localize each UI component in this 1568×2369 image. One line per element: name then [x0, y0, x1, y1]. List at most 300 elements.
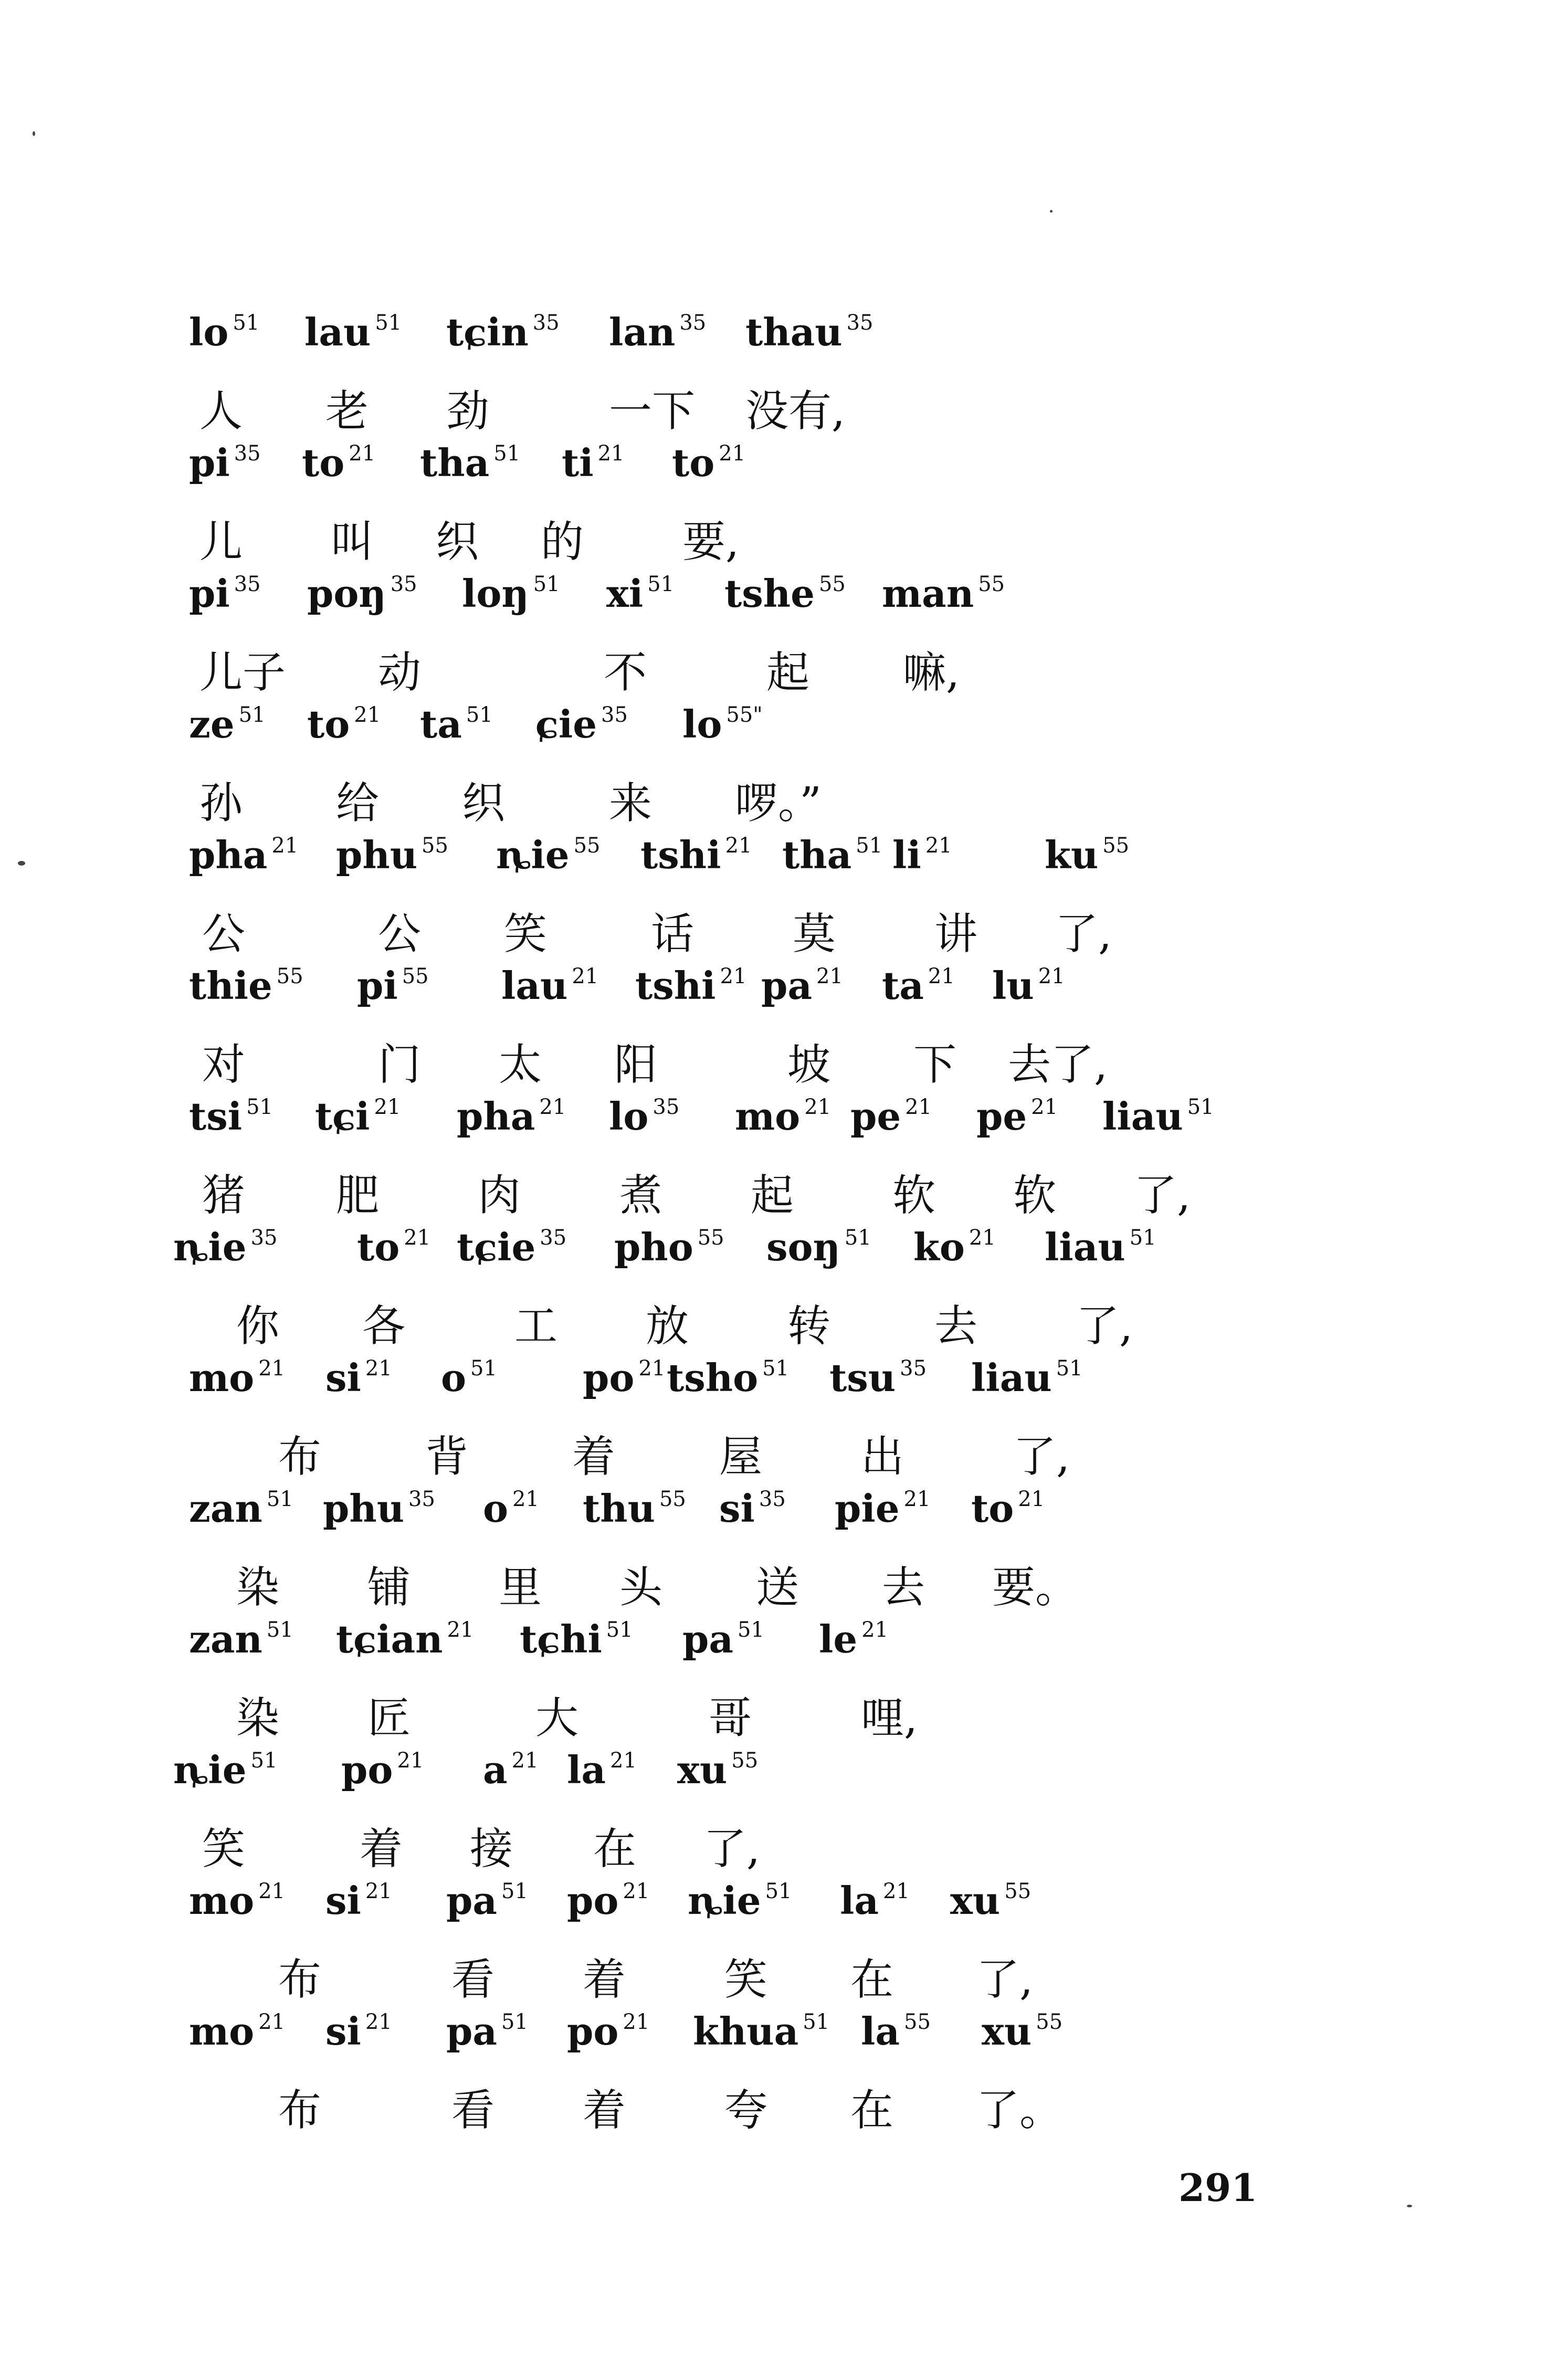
tone-number: 21 — [404, 1226, 431, 1250]
chinese-gloss-word: 起 — [751, 1171, 794, 1220]
chinese-gloss-word: 铺 — [367, 1563, 411, 1613]
tone-number: 21 — [354, 703, 381, 727]
syllable-text: pha — [189, 833, 268, 877]
syllable-text: lo — [682, 702, 722, 746]
chinese-gloss-word: 公 — [202, 909, 246, 959]
tone-number: 21 — [638, 1356, 666, 1381]
romanized-syllable — [501, 963, 598, 1008]
romanized-syllable — [861, 2009, 931, 2054]
syllable-text: to — [672, 440, 715, 485]
tone-number: 21 — [597, 441, 625, 466]
chinese-gloss-word: 老 — [325, 386, 369, 436]
tone-number: 35 — [532, 311, 560, 335]
tone-number: 55 — [659, 1487, 686, 1511]
chinese-gloss-word: 看 — [451, 2086, 495, 2135]
chinese-gloss-word: 劲 — [446, 386, 490, 436]
romanized-syllable — [189, 1878, 285, 1923]
tone-number: 51 — [738, 1618, 764, 1642]
romanized-syllable — [189, 1355, 285, 1400]
romanized-syllable — [567, 2009, 649, 2054]
tone-number: 35 — [759, 1487, 786, 1511]
tone-number: 21 — [719, 441, 746, 466]
syllable-text: phu — [323, 1486, 405, 1531]
chinese-gloss-word: 着 — [583, 1955, 626, 2005]
chinese-gloss-word: 了, — [1134, 1171, 1191, 1220]
tone-number: 51 — [375, 311, 402, 335]
tone-number: 51 — [266, 1618, 293, 1642]
syllable-text: xu — [677, 1747, 728, 1792]
tone-number: 55 — [978, 572, 1005, 596]
chinese-gloss-word: 讲 — [934, 909, 978, 959]
chinese-gloss-word: 着 — [360, 1824, 403, 1874]
romanized-syllable — [672, 440, 745, 485]
romanized-syllable — [457, 1225, 566, 1269]
syllable-text: ta — [882, 963, 924, 1008]
syllable-text: pi — [357, 963, 398, 1008]
syllable-text: man — [882, 571, 974, 616]
syllable-text: po — [567, 2009, 619, 2054]
tone-number: 51 — [470, 1356, 497, 1381]
chinese-gloss-word: 背 — [425, 1432, 469, 1482]
tone-number: 35 — [653, 1095, 680, 1119]
tone-number: 21 — [397, 1749, 424, 1773]
romanized-syllable — [892, 833, 952, 877]
romanized-syllable — [304, 310, 402, 354]
tone-number: 21 — [905, 1095, 932, 1119]
tone-number: 21 — [512, 1487, 539, 1511]
tone-number: 51 — [238, 703, 266, 727]
chinese-gloss-word: 肉 — [478, 1171, 521, 1220]
chinese-gloss-word: 织 — [462, 778, 506, 828]
chinese-gloss-word: 坡 — [787, 1040, 831, 1090]
tone-number: 55 — [818, 572, 846, 596]
chinese-gloss-word: 屋 — [719, 1432, 763, 1482]
romanized-syllable — [850, 1094, 932, 1139]
tone-number: 51 — [765, 1879, 792, 1903]
tone-number: 21 — [928, 964, 955, 988]
syllable-text: tɕie — [457, 1225, 536, 1269]
tone-number: 51 — [246, 1095, 273, 1119]
romanized-syllable — [173, 1747, 277, 1792]
chinese-gloss-word: 莫 — [793, 909, 836, 959]
romanized-syllable — [982, 2009, 1062, 2054]
tone-number: 51 — [266, 1487, 293, 1511]
tone-number: 21 — [271, 834, 299, 858]
chinese-gloss-word: 里 — [499, 1563, 542, 1613]
romanized-syllable — [189, 833, 298, 877]
syllable-text: to — [971, 1486, 1014, 1531]
chinese-gloss-word: 夸 — [724, 2086, 768, 2135]
syllable-text: thie — [189, 963, 272, 1008]
romanized-syllable — [950, 1878, 1031, 1923]
romanized-syllable — [496, 833, 600, 877]
tone-number: 55 — [1004, 1879, 1032, 1903]
chinese-gloss-word: 哥 — [709, 1693, 752, 1743]
romanized-syllable — [971, 1355, 1083, 1400]
scan-speck — [1407, 2205, 1412, 2207]
romanized-syllable — [1045, 1225, 1156, 1269]
romanized-syllable — [688, 1878, 792, 1923]
romanized-syllable — [446, 310, 560, 354]
romanized-syllable — [189, 963, 303, 1008]
syllable-text: ȵie — [173, 1747, 247, 1792]
romanized-syllable — [562, 440, 625, 485]
syllable-text: la — [567, 1747, 606, 1792]
tone-number: 21 — [720, 964, 747, 988]
syllable-text: liau — [1102, 1094, 1183, 1139]
syllable-text: tsho — [667, 1355, 759, 1400]
chinese-gloss-word: 儿子 — [199, 648, 286, 698]
syllable-text: tshi — [640, 833, 721, 877]
chinese-gloss-word: 工 — [514, 1301, 558, 1351]
syllable-text: la — [840, 1878, 879, 1923]
syllable-text: pe — [850, 1094, 901, 1139]
syllable-text: po — [567, 1878, 619, 1923]
romanized-syllable — [1102, 1094, 1214, 1139]
syllable-text: le — [819, 1617, 858, 1661]
chinese-gloss-word: 去 — [934, 1301, 978, 1351]
romanized-syllable — [336, 1617, 473, 1661]
chinese-gloss-word: 给 — [336, 778, 380, 828]
chinese-gloss-word: 在 — [593, 1824, 637, 1874]
chinese-gloss-word: 煮 — [619, 1171, 663, 1220]
syllable-text: tshi — [635, 963, 716, 1008]
chinese-gloss-word: 公 — [378, 909, 422, 959]
chinese-gloss-word: 一下 — [609, 386, 696, 436]
chinese-gloss-word: 了, — [703, 1824, 761, 1874]
tone-number: 21 — [374, 1095, 401, 1119]
tone-number: 35 — [846, 311, 874, 335]
tone-number: 21 — [365, 1356, 392, 1381]
tone-number: 35 — [601, 703, 628, 727]
chinese-gloss-word: 去了, — [1008, 1040, 1108, 1090]
tone-number: 55 — [573, 834, 601, 858]
chinese-gloss-word: 染 — [236, 1563, 280, 1613]
syllable-text: tɕi — [315, 1094, 370, 1139]
romanized-syllable — [483, 1486, 539, 1531]
chinese-gloss-word: 放 — [646, 1301, 689, 1351]
syllable-text: ɕie — [535, 702, 597, 746]
romanized-syllable — [189, 2009, 285, 2054]
chinese-gloss-word: 话 — [651, 909, 694, 959]
chinese-gloss-word: 软 — [892, 1171, 936, 1220]
chinese-gloss-word: 大 — [535, 1693, 579, 1743]
syllable-text: ku — [1045, 833, 1099, 877]
chinese-gloss-word: 各 — [362, 1301, 406, 1351]
tone-number: 21 — [1018, 1487, 1045, 1511]
syllable-text: ko — [913, 1225, 965, 1269]
syllable-text: to — [307, 702, 350, 746]
romanized-syllable — [457, 1094, 566, 1139]
syllable-text: thau — [745, 310, 843, 354]
chinese-gloss-word: 匠 — [367, 1693, 411, 1743]
tone-number: 51 — [533, 572, 560, 596]
syllable-text: si — [719, 1486, 755, 1531]
syllable-text: ȵie — [496, 833, 570, 877]
romanized-syllable — [583, 1355, 665, 1400]
syllable-text: po — [583, 1355, 635, 1400]
romanized-syllable — [882, 963, 955, 1008]
tone-number: 21 — [816, 964, 843, 988]
tone-number: 51 — [501, 1879, 528, 1903]
tone-number: 55 — [1036, 2010, 1063, 2034]
tone-number: 55" — [726, 703, 763, 727]
syllable-text: pi — [189, 440, 230, 485]
chinese-gloss-word: 没有, — [745, 386, 846, 436]
chinese-gloss-word: 布 — [278, 1955, 322, 2005]
romanized-syllable — [189, 1486, 293, 1531]
romanized-syllable — [462, 571, 560, 616]
tone-number: 21 — [861, 1618, 889, 1642]
romanized-syllable — [693, 2009, 829, 2054]
chinese-gloss-word: 笑 — [504, 909, 548, 959]
tone-number: 21 — [883, 1879, 910, 1903]
syllable-text: lo — [609, 1094, 649, 1139]
romanized-syllable — [609, 1094, 679, 1139]
chinese-gloss-word: 下 — [913, 1040, 957, 1090]
tone-number: 35 — [900, 1356, 927, 1381]
chinese-gloss-word: 软 — [1013, 1171, 1057, 1220]
syllable-text: mo — [189, 1355, 255, 1400]
syllable-text: pi — [189, 571, 230, 616]
chinese-gloss-word: 布 — [278, 2086, 322, 2135]
romanized-syllable — [724, 571, 846, 616]
tone-number: 21 — [258, 1356, 286, 1381]
syllable-text: la — [861, 2009, 900, 2054]
syllable-text: tɕian — [336, 1617, 443, 1661]
romanized-syllable — [336, 833, 448, 877]
chinese-gloss-word: 布 — [278, 1432, 322, 1482]
tone-number: 35 — [250, 1226, 278, 1250]
syllable-text: ze — [189, 702, 235, 746]
chinese-gloss-word: 不 — [604, 648, 647, 698]
tone-number: 55 — [731, 1749, 759, 1773]
tone-number: 21 — [969, 1226, 996, 1250]
syllable-text: lo — [189, 310, 229, 354]
syllable-text: ta — [420, 702, 462, 746]
syllable-text: zan — [189, 1486, 262, 1531]
chinese-gloss-word: 织 — [436, 517, 479, 567]
romanized-syllable — [302, 440, 375, 485]
romanized-syllable — [667, 1355, 789, 1400]
romanized-syllable — [357, 1225, 430, 1269]
romanized-syllable — [719, 1486, 786, 1531]
tone-number: 21 — [539, 1095, 566, 1119]
syllable-text: xi — [606, 571, 644, 616]
chinese-gloss-word: 转 — [787, 1301, 831, 1351]
syllable-text: lau — [501, 963, 568, 1008]
chinese-gloss-word: 去 — [882, 1563, 925, 1613]
tone-number: 51 — [803, 2010, 830, 2034]
romanized-syllable — [835, 1486, 930, 1531]
syllable-text: ti — [562, 440, 594, 485]
chinese-gloss-word: 了。 — [976, 2086, 1063, 2135]
chinese-gloss-word: 对 — [202, 1040, 246, 1090]
syllable-text: pho — [614, 1225, 693, 1269]
tone-number: 55 — [697, 1226, 724, 1250]
syllable-text: mo — [735, 1094, 801, 1139]
romanized-syllable — [189, 310, 259, 354]
romanized-syllable — [682, 702, 763, 746]
tone-number: 35 — [234, 441, 261, 466]
syllable-text: pa — [446, 2009, 497, 2054]
syllable-text: si — [325, 1355, 361, 1400]
syllable-text: soŋ — [766, 1225, 840, 1269]
romanized-syllable — [829, 1355, 927, 1400]
tone-number: 51 — [466, 703, 493, 727]
chinese-gloss-word: 起 — [766, 648, 810, 698]
tone-number: 21 — [447, 1618, 474, 1642]
syllable-text: tha — [420, 440, 490, 485]
syllable-text: o — [483, 1486, 509, 1531]
scan-speck — [33, 131, 35, 136]
tone-number: 35 — [408, 1487, 435, 1511]
syllable-text: pha — [457, 1094, 535, 1139]
romanized-syllable — [520, 1617, 633, 1661]
syllable-text: ȵie — [688, 1878, 761, 1923]
syllable-text: lu — [992, 963, 1034, 1008]
romanized-syllable — [441, 1355, 497, 1400]
romanized-syllable — [882, 571, 1005, 616]
romanized-syllable — [189, 440, 261, 485]
syllable-text: xu — [982, 2009, 1032, 2054]
romanized-syllable — [189, 1617, 293, 1661]
romanized-syllable — [307, 571, 417, 616]
chinese-gloss-word: 动 — [378, 648, 422, 698]
chinese-gloss-word: 笑 — [202, 1824, 246, 1874]
tone-number: 21 — [1031, 1095, 1058, 1119]
syllable-text: a — [483, 1747, 508, 1792]
chinese-gloss-word: 了, — [976, 1955, 1034, 2005]
romanized-syllable — [583, 1486, 686, 1531]
romanized-syllable — [325, 1878, 392, 1923]
tone-number: 35 — [390, 572, 417, 596]
syllable-text: tha — [782, 833, 852, 877]
syllable-text: thu — [583, 1486, 655, 1531]
tone-number: 21 — [1038, 964, 1065, 988]
tone-number: 51 — [844, 1226, 871, 1250]
tone-number: 35 — [234, 572, 261, 596]
romanized-syllable — [761, 963, 843, 1008]
tone-number: 21 — [623, 2010, 650, 2034]
syllable-text: pa — [446, 1878, 497, 1923]
tone-number: 21 — [623, 1879, 650, 1903]
scan-speck — [18, 861, 25, 866]
syllable-text: tshe — [724, 571, 815, 616]
romanized-syllable — [677, 1747, 758, 1792]
romanized-syllable — [840, 1878, 910, 1923]
romanized-syllable — [745, 310, 874, 354]
romanized-syllable — [635, 963, 746, 1008]
tone-number: 55 — [904, 2010, 931, 2034]
romanized-syllable — [189, 571, 261, 616]
tone-number: 21 — [365, 2010, 392, 2034]
romanized-syllable — [420, 702, 493, 746]
chinese-gloss-word: 孙 — [199, 778, 243, 828]
tone-number: 21 — [804, 1095, 832, 1119]
tone-number: 51 — [493, 441, 521, 466]
tone-number: 21 — [349, 441, 376, 466]
syllable-text: tɕin — [446, 310, 529, 354]
romanized-syllable — [483, 1747, 539, 1792]
syllable-text: to — [357, 1225, 400, 1269]
romanized-syllable — [682, 1617, 764, 1661]
chinese-gloss-word: 肥 — [336, 1171, 380, 1220]
romanized-syllable — [189, 1094, 273, 1139]
tone-number: 51 — [1056, 1356, 1083, 1381]
romanized-syllable — [323, 1486, 435, 1531]
romanized-syllable — [614, 1225, 724, 1269]
syllable-text: mo — [189, 1878, 255, 1923]
tone-number: 35 — [540, 1226, 567, 1250]
syllable-text: khua — [693, 2009, 799, 2054]
romanized-syllable — [567, 1747, 637, 1792]
chinese-gloss-word: 在 — [850, 2086, 894, 2135]
syllable-text: pie — [835, 1486, 900, 1531]
tone-number: 21 — [258, 2010, 286, 2034]
tone-number: 51 — [1129, 1226, 1156, 1250]
syllable-text: ȵie — [173, 1225, 247, 1269]
tone-number: 55 — [422, 834, 448, 858]
syllable-text: poŋ — [307, 571, 386, 616]
chinese-gloss-word: 了, — [1055, 909, 1112, 959]
chinese-gloss-word: 要。 — [992, 1563, 1079, 1613]
chinese-gloss-word: 染 — [236, 1693, 280, 1743]
tone-number: 51 — [647, 572, 675, 596]
chinese-gloss-word: 要, — [682, 517, 740, 567]
syllable-text: pe — [976, 1094, 1027, 1139]
romanized-syllable — [735, 1094, 831, 1139]
romanized-syllable — [567, 1878, 649, 1923]
romanized-syllable — [446, 1878, 528, 1923]
chinese-gloss-word: 啰。” — [735, 778, 822, 828]
tone-number: 51 — [501, 2010, 528, 2034]
tone-number: 51 — [233, 311, 260, 335]
romanized-syllable — [1045, 833, 1129, 877]
tone-number: 21 — [725, 834, 752, 858]
tone-number: 51 — [762, 1356, 790, 1381]
tone-number: 21 — [572, 964, 599, 988]
chinese-gloss-word: 在 — [850, 1955, 894, 2005]
romanized-syllable — [420, 440, 520, 485]
syllable-text: pa — [761, 963, 812, 1008]
page-number: 291 — [1178, 2165, 1258, 2210]
tone-number: 21 — [903, 1487, 931, 1511]
tone-number: 55 — [1102, 834, 1130, 858]
syllable-text: si — [325, 1878, 361, 1923]
romanized-syllable — [992, 963, 1065, 1008]
chinese-gloss-word: 的 — [541, 517, 584, 567]
tone-number: 21 — [610, 1749, 637, 1773]
tone-number: 51 — [250, 1749, 278, 1773]
chinese-gloss-word: 哩, — [861, 1693, 918, 1743]
chinese-gloss-word: 阳 — [614, 1040, 658, 1090]
romanized-syllable — [609, 310, 706, 354]
syllable-text: to — [302, 440, 345, 485]
syllable-text: tsi — [189, 1094, 243, 1139]
syllable-text: zan — [189, 1617, 262, 1661]
syllable-text: liau — [971, 1355, 1052, 1400]
romanized-syllable — [315, 1094, 401, 1139]
tone-number: 51 — [606, 1618, 633, 1642]
tone-number: 21 — [365, 1879, 392, 1903]
romanized-syllable — [913, 1225, 996, 1269]
chinese-gloss-word: 太 — [499, 1040, 542, 1090]
romanized-syllable — [341, 1747, 424, 1792]
tone-number: 55 — [276, 964, 303, 988]
romanized-syllable — [307, 702, 381, 746]
syllable-text: phu — [336, 833, 418, 877]
